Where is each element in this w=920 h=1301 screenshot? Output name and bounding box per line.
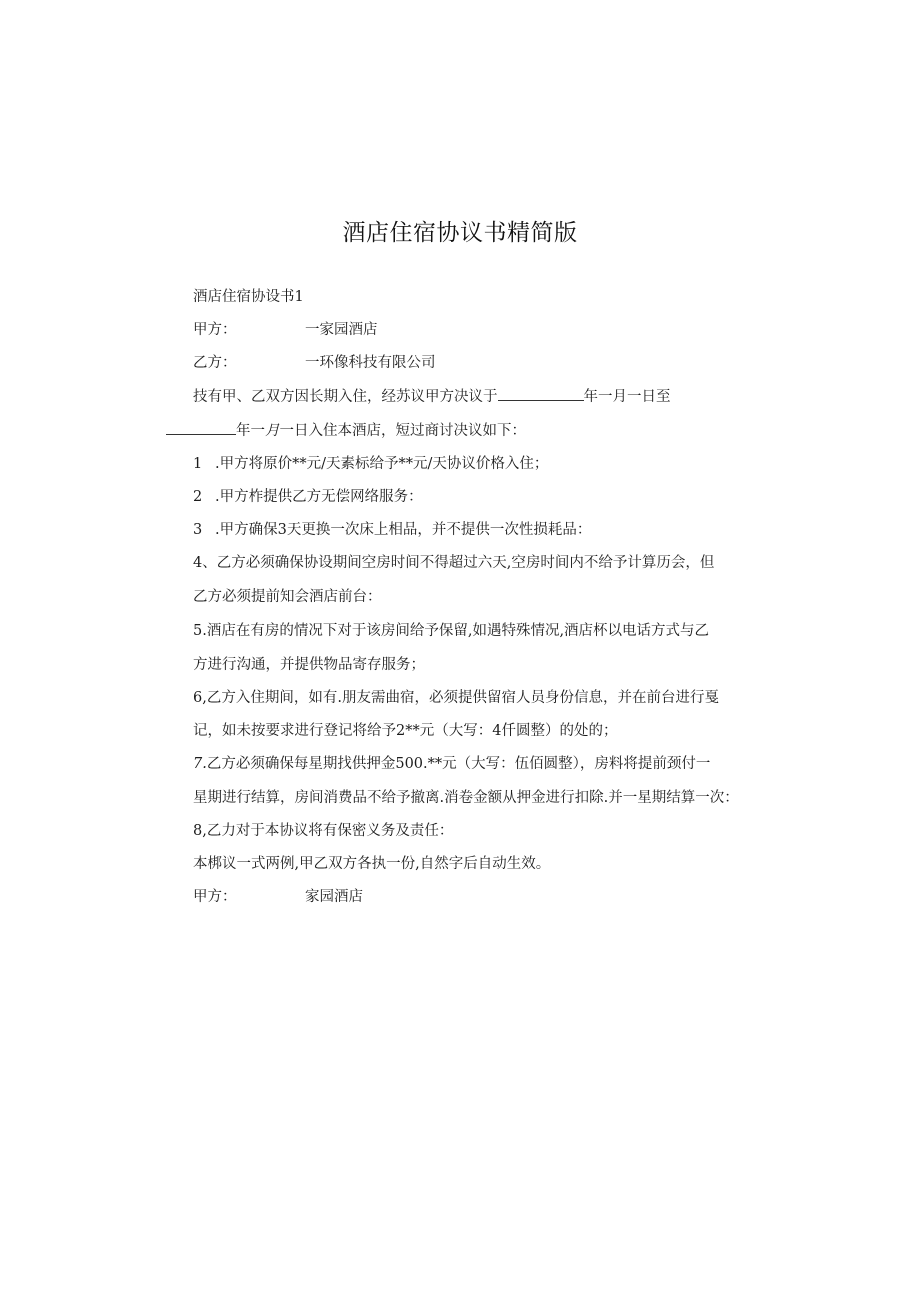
signature-label: 甲方： xyxy=(193,889,237,905)
clause-4-line-1: 4、乙方必须确保协设期间空房时间不得超过六天,空房时间内不给予计算历会，但 xyxy=(193,555,715,571)
signature-row xyxy=(193,888,363,906)
document-title: 酒店住宿协议书精简版 xyxy=(342,220,578,246)
clause-7-line-2: 星期进行结算，房间消费品不给予撤离.消卷金额从押金进行扣除.并一星期结算一次： xyxy=(193,790,739,806)
party-a-label: 甲方： xyxy=(193,322,237,338)
clause-1-text: .甲方将原价**元/天素标给予**元/天协议价格入住； xyxy=(215,456,549,472)
clause-2-text: .甲方柞提供乙方无偿网络服务： xyxy=(215,489,423,505)
party-b-label: 乙方： xyxy=(193,355,237,371)
clause-4-line-2: 乙方必须提前知会酒店前台： xyxy=(193,589,382,605)
clause-2-num: 2 xyxy=(193,489,203,505)
party-a-row xyxy=(193,321,378,339)
clause-7-line-1 xyxy=(193,755,710,773)
intro-part5: 一日入住本酒店，短过商讨决议如下： xyxy=(279,423,526,439)
clause-5-line-2: 方进行沟通，并提供物品寄存服务； xyxy=(193,657,425,673)
intro-part3: 年一 xyxy=(236,423,265,439)
document-subtitle: 酒店住宿协设书1 xyxy=(193,289,304,305)
signature-value: 家园酒店 xyxy=(305,889,363,905)
party-b-row xyxy=(193,354,436,372)
clause-7-text: 乙方必须确保每星期找供押金500.**元（大写：伍佰圆整），房料将提前颈付一 xyxy=(206,756,711,772)
intro-part4: 月 xyxy=(265,423,280,439)
date-blank-1 xyxy=(498,387,584,401)
clause-3 xyxy=(193,521,591,539)
clause-1-num: 1 xyxy=(193,456,203,472)
clause-3-text: .甲方确保3天更换一次床上相品，并不提供一次性损耗品： xyxy=(215,522,592,538)
clause-8: 8,乙力对于本协议将有保密义务及责任： xyxy=(193,823,454,839)
clause-6-line-2: 记，如未按要求进行登记将给予2**元（大写：4仟圆整）的处的； xyxy=(193,723,618,739)
clause-5-line-1: 5.酒店在有房的情况下对于该房间给予保留,如遇特殊情况,酒店杯以电话方式与乙 xyxy=(193,623,710,639)
closing-statement: 本梆议一式两例,甲乙双方各执一份,自然字后自动生效。 xyxy=(193,856,551,872)
party-b-value: 一环像科技有限公司 xyxy=(305,355,436,371)
intro-line-1 xyxy=(193,387,671,406)
clause-7-num: 7. xyxy=(193,756,207,772)
clause-3-num: 3 xyxy=(193,522,203,538)
intro-line-2 xyxy=(166,421,526,440)
clause-6-line-1: 6,乙方入住期间，如有.朋友需曲宿，必须提供留宿人员身份信息，并在前台进行戛 xyxy=(193,690,719,706)
clause-2 xyxy=(193,488,423,506)
date-blank-2 xyxy=(166,421,236,435)
clause-1 xyxy=(193,455,548,473)
party-a-value: 一家园酒店 xyxy=(305,322,378,338)
intro-part1: 技有甲、乙双方因长期入住，经苏议甲方决议于 xyxy=(193,389,498,405)
intro-part2: 年一月一日至 xyxy=(583,389,671,405)
